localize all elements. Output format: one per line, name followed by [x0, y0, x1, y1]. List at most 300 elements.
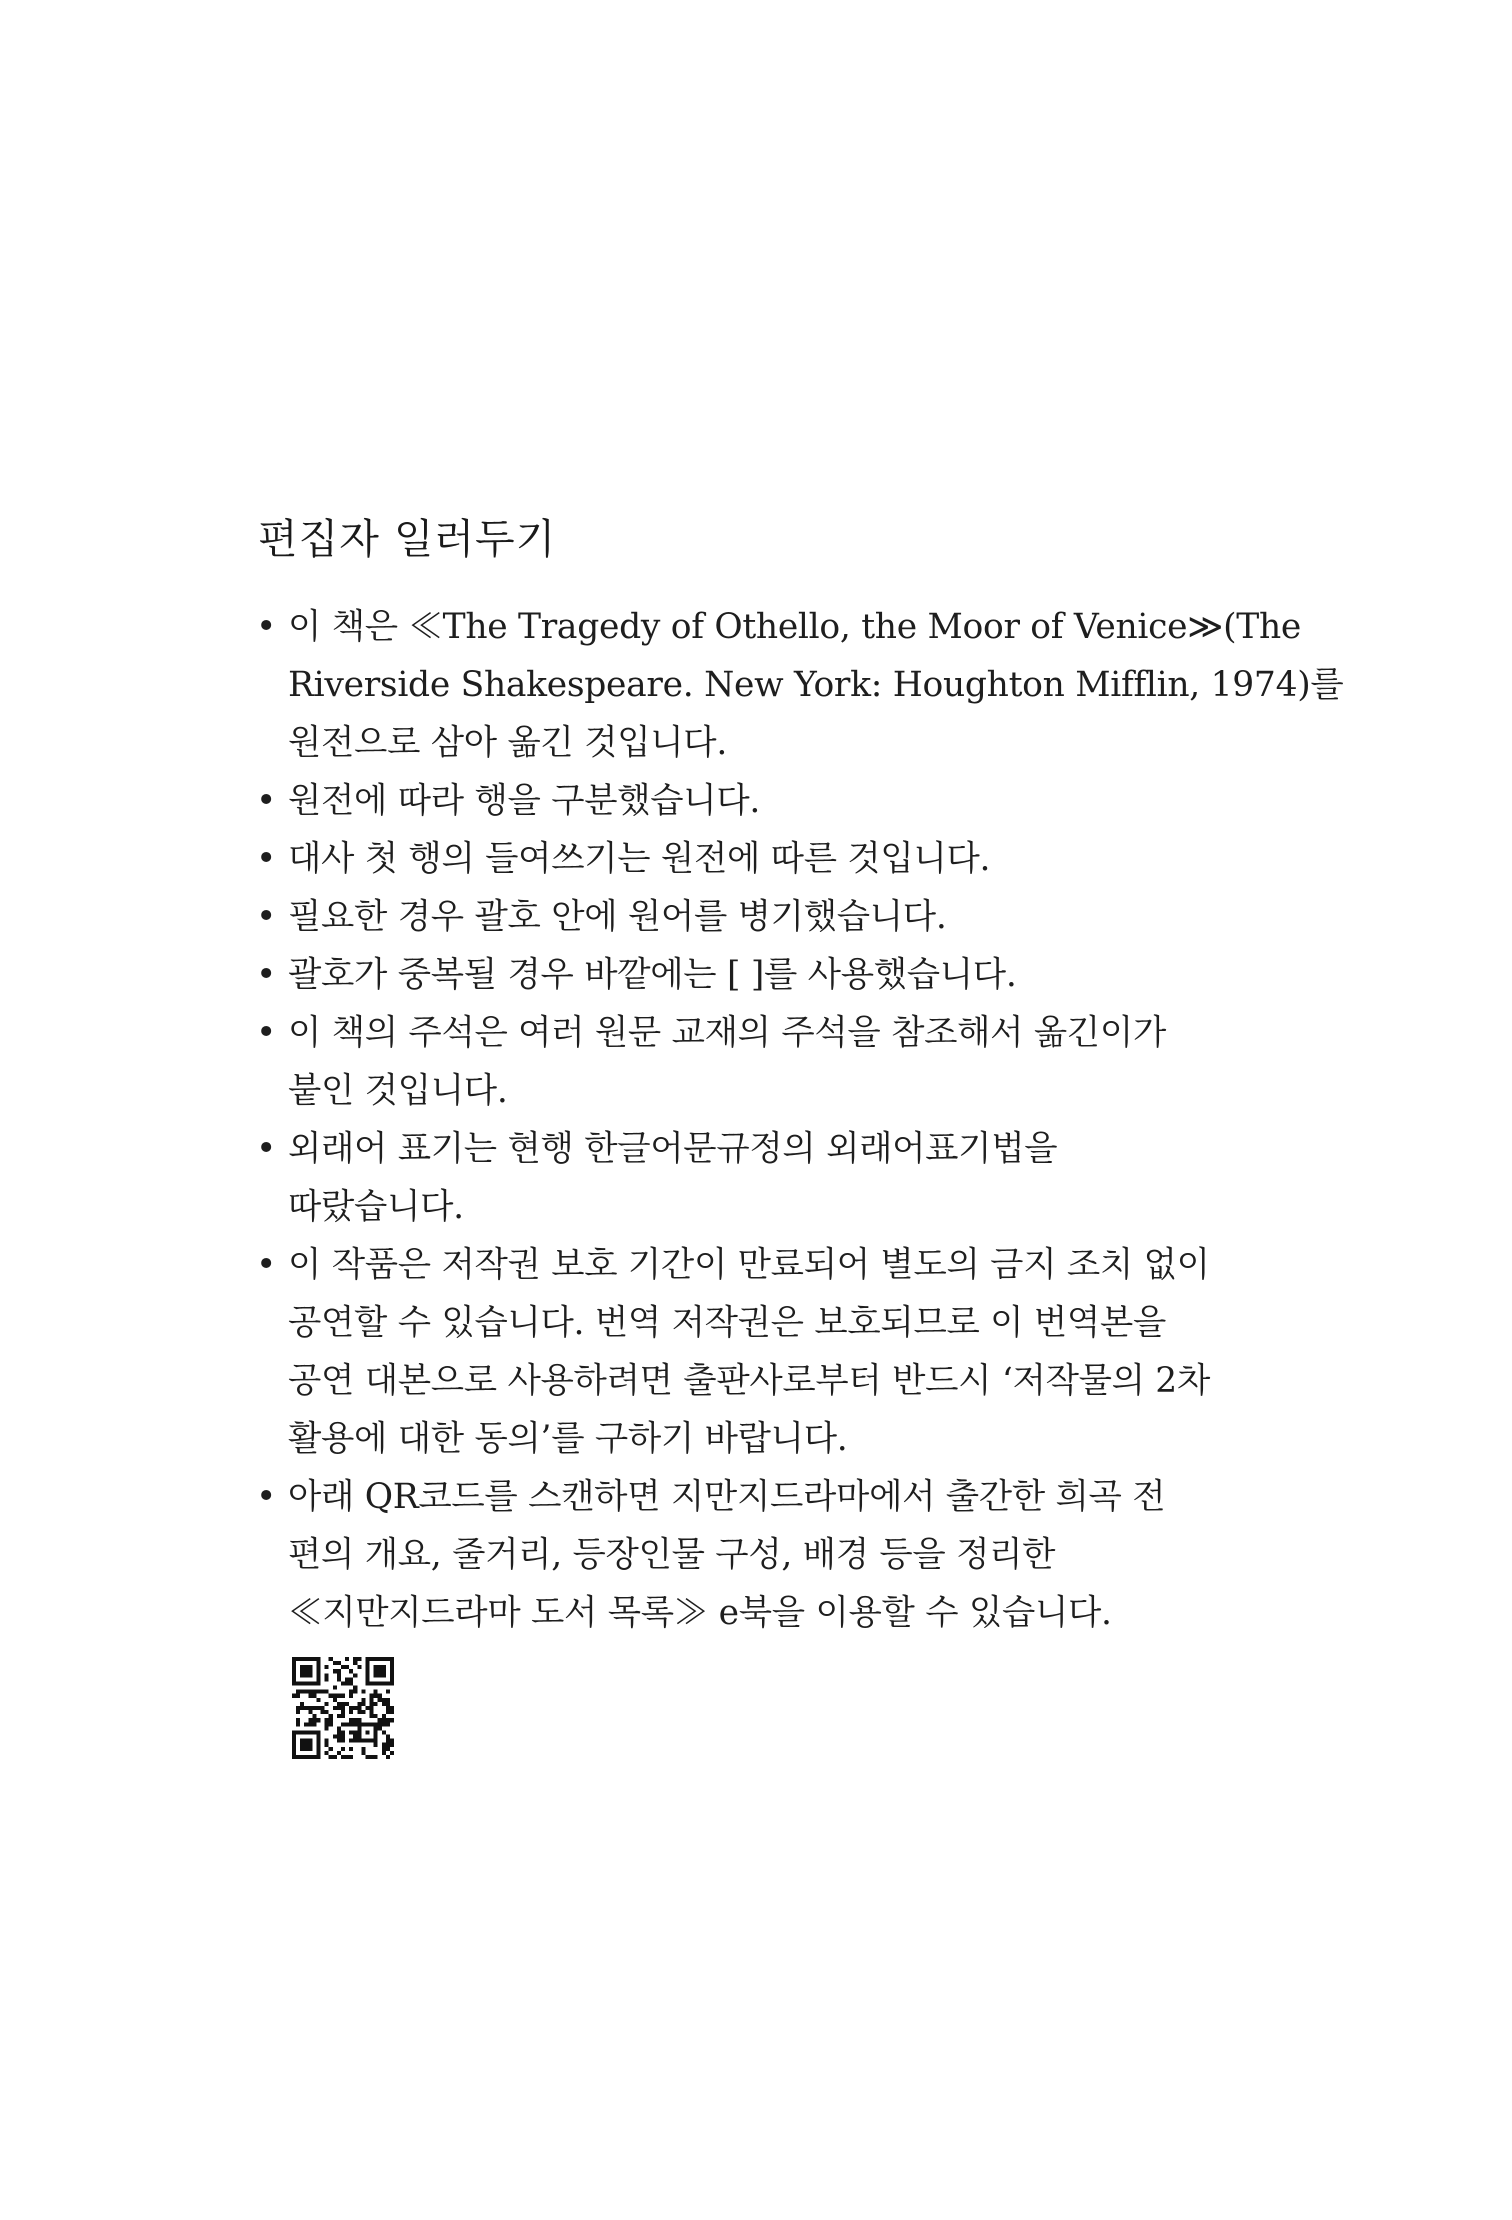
qr-module — [304, 1690, 308, 1694]
qr-module — [349, 1669, 353, 1673]
qr-module — [296, 1718, 300, 1722]
qr-module — [370, 1702, 374, 1706]
qr-module — [386, 1735, 390, 1739]
qr-module — [341, 1710, 345, 1714]
qr-module — [378, 1718, 382, 1722]
qr-module — [337, 1702, 341, 1706]
qr-module — [353, 1657, 357, 1661]
qr-module — [357, 1706, 361, 1710]
qr-module — [304, 1665, 308, 1669]
qr-module — [370, 1706, 374, 1710]
qr-module — [382, 1751, 386, 1755]
qr-code-icon[interactable] — [292, 1657, 394, 1759]
qr-module — [304, 1657, 308, 1661]
note-item — [256, 830, 1216, 888]
qr-module — [365, 1665, 369, 1669]
qr-module — [292, 1665, 296, 1669]
note-item — [256, 1468, 1216, 1642]
qr-module — [300, 1706, 304, 1710]
qr-module — [300, 1673, 304, 1677]
qr-module — [292, 1747, 296, 1751]
qr-module — [345, 1722, 349, 1726]
qr-module — [292, 1681, 296, 1685]
qr-module — [390, 1681, 394, 1685]
qr-module — [300, 1747, 304, 1751]
qr-module — [370, 1739, 374, 1743]
qr-module — [353, 1673, 357, 1677]
qr-module — [316, 1730, 320, 1734]
note-item — [256, 1004, 1216, 1120]
qr-module — [304, 1755, 308, 1759]
qr-module — [308, 1755, 312, 1759]
qr-module — [353, 1730, 357, 1734]
qr-module — [386, 1755, 390, 1759]
qr-module — [378, 1681, 382, 1685]
qr-module — [337, 1739, 341, 1743]
qr-module — [357, 1735, 361, 1739]
note-line: 대사 첫 행의 들여쓰기는 원전에 따른 것입니다. — [288, 839, 991, 879]
qr-module — [390, 1739, 394, 1743]
qr-module — [382, 1743, 386, 1747]
qr-module — [382, 1718, 386, 1722]
qr-module — [378, 1669, 382, 1673]
qr-module — [321, 1706, 325, 1710]
qr-module — [390, 1669, 394, 1673]
qr-module — [300, 1669, 304, 1673]
qr-module — [378, 1698, 382, 1702]
qr-module — [312, 1657, 316, 1661]
qr-module — [382, 1657, 386, 1661]
qr-module — [386, 1743, 390, 1747]
qr-module — [390, 1673, 394, 1677]
qr-module — [337, 1694, 341, 1698]
bullet-icon: • — [256, 1477, 277, 1517]
qr-module — [357, 1739, 361, 1743]
qr-module — [333, 1686, 337, 1690]
qr-module — [390, 1665, 394, 1669]
qr-module — [308, 1730, 312, 1734]
qr-module — [374, 1735, 378, 1739]
qr-module — [329, 1694, 333, 1698]
qr-module — [390, 1718, 394, 1722]
qr-module — [304, 1673, 308, 1677]
qr-module — [296, 1755, 300, 1759]
bullet-icon: • — [256, 955, 277, 995]
qr-module — [390, 1706, 394, 1710]
qr-module — [386, 1681, 390, 1685]
qr-module — [329, 1722, 333, 1726]
qr-module — [378, 1722, 382, 1726]
qr-module — [292, 1755, 296, 1759]
qr-module — [374, 1702, 378, 1706]
qr-module — [361, 1698, 365, 1702]
qr-module — [357, 1665, 361, 1669]
qr-module — [333, 1669, 337, 1673]
qr-module — [337, 1751, 341, 1755]
qr-module — [312, 1694, 316, 1698]
note-line: 활용에 대한 동의’를 구하기 바랍니다. — [288, 1419, 848, 1459]
qr-module — [325, 1739, 329, 1743]
qr-module — [312, 1681, 316, 1685]
qr-module — [357, 1730, 361, 1734]
qr-module — [353, 1739, 357, 1743]
qr-module — [308, 1657, 312, 1661]
qr-module — [325, 1702, 329, 1706]
qr-module — [325, 1722, 329, 1726]
qr-module — [316, 1665, 320, 1669]
qr-module — [308, 1673, 312, 1677]
qr-module — [341, 1755, 345, 1759]
qr-module — [341, 1681, 345, 1685]
note-line: Riverside Shakespeare. New York: Houghton Mifflin, 1974)를 — [288, 665, 1344, 705]
qr-module — [316, 1673, 320, 1677]
qr-module — [316, 1661, 320, 1665]
qr-module — [361, 1710, 365, 1714]
qr-module — [382, 1702, 386, 1706]
qr-module — [312, 1722, 316, 1726]
qr-module — [292, 1669, 296, 1673]
qr-module — [292, 1694, 296, 1698]
qr-module — [316, 1735, 320, 1739]
qr-module — [292, 1657, 296, 1661]
qr-module — [304, 1730, 308, 1734]
note-line: 이 책의 주석은 여러 원문 교재의 주석을 참조해서 옮긴이가 — [288, 1013, 1166, 1053]
qr-module — [308, 1722, 312, 1726]
note-item — [256, 1236, 1216, 1468]
qr-module — [374, 1726, 378, 1730]
qr-module — [329, 1714, 333, 1718]
qr-module — [308, 1690, 312, 1694]
qr-module — [370, 1714, 374, 1718]
qr-module — [325, 1673, 329, 1677]
qr-module — [374, 1669, 378, 1673]
qr-module — [296, 1706, 300, 1710]
qr-module — [333, 1735, 337, 1739]
qr-module — [292, 1677, 296, 1681]
qr-module — [365, 1722, 369, 1726]
qr-module — [386, 1657, 390, 1661]
qr-module — [316, 1657, 320, 1661]
qr-module — [349, 1694, 353, 1698]
qr-module — [308, 1694, 312, 1698]
qr-module — [345, 1702, 349, 1706]
qr-module — [386, 1739, 390, 1743]
qr-module — [329, 1718, 333, 1722]
qr-module — [382, 1665, 386, 1669]
qr-module — [325, 1710, 329, 1714]
qr-module — [382, 1747, 386, 1751]
qr-module — [316, 1690, 320, 1694]
qr-module — [321, 1690, 325, 1694]
qr-module — [390, 1743, 394, 1747]
qr-module — [353, 1735, 357, 1739]
qr-module — [333, 1694, 337, 1698]
bullet-icon: • — [256, 1129, 277, 1169]
qr-module — [349, 1690, 353, 1694]
qr-module — [353, 1686, 357, 1690]
bullet-icon: • — [256, 839, 277, 879]
qr-module — [300, 1690, 304, 1694]
qr-module — [370, 1722, 374, 1726]
qr-code-graphic — [292, 1657, 394, 1759]
qr-module — [353, 1722, 357, 1726]
page-title: 편집자 일러두기 — [258, 515, 557, 563]
qr-module — [349, 1706, 353, 1710]
qr-module — [361, 1722, 365, 1726]
qr-module — [337, 1669, 341, 1673]
qr-module — [325, 1751, 329, 1755]
note-line: 외래어 표기는 현행 한글어문규정의 외래어표기법을 — [288, 1129, 1058, 1169]
qr-module — [365, 1673, 369, 1677]
qr-module — [374, 1739, 378, 1743]
note-line: 필요한 경우 괄호 안에 원어를 병기했습니다. — [288, 897, 947, 937]
qr-module — [349, 1718, 353, 1722]
qr-module — [304, 1747, 308, 1751]
qr-module — [292, 1739, 296, 1743]
qr-module — [304, 1706, 308, 1710]
qr-module — [337, 1706, 341, 1710]
qr-module — [337, 1673, 341, 1677]
qr-module — [341, 1735, 345, 1739]
qr-module — [357, 1726, 361, 1730]
bullet-icon: • — [256, 897, 277, 937]
qr-module — [341, 1706, 345, 1710]
qr-module — [316, 1706, 320, 1710]
qr-module — [374, 1690, 378, 1694]
qr-module — [316, 1743, 320, 1747]
qr-module — [300, 1665, 304, 1669]
qr-module — [341, 1747, 345, 1751]
qr-module — [349, 1722, 353, 1726]
qr-module — [370, 1681, 374, 1685]
qr-module — [300, 1739, 304, 1743]
qr-module — [312, 1755, 316, 1759]
qr-module — [345, 1755, 349, 1759]
qr-module — [341, 1694, 345, 1698]
qr-module — [308, 1706, 312, 1710]
qr-module — [312, 1718, 316, 1722]
qr-module — [308, 1743, 312, 1747]
qr-module — [361, 1690, 365, 1694]
qr-module — [349, 1739, 353, 1743]
qr-module — [292, 1751, 296, 1755]
qr-module — [296, 1710, 300, 1714]
qr-module — [341, 1665, 345, 1669]
qr-module — [390, 1661, 394, 1665]
qr-module — [316, 1681, 320, 1685]
qr-module — [325, 1718, 329, 1722]
qr-module — [304, 1739, 308, 1743]
qr-module — [337, 1714, 341, 1718]
qr-module — [353, 1706, 357, 1710]
qr-module — [296, 1730, 300, 1734]
qr-module — [300, 1743, 304, 1747]
qr-module — [386, 1722, 390, 1726]
note-line: 이 책은 ≪The Tragedy of Othello, the Moor of Venice≫(The — [288, 607, 1301, 647]
qr-module — [386, 1747, 390, 1751]
qr-module — [308, 1718, 312, 1722]
qr-module — [382, 1673, 386, 1677]
note-line: 아래 QR코드를 스캔하면 지만지드라마에서 출간한 희곡 전 — [288, 1477, 1166, 1517]
qr-module — [292, 1743, 296, 1747]
note-line: 붙인 것입니다. — [288, 1071, 508, 1111]
qr-module — [370, 1698, 374, 1702]
note-item — [256, 598, 1344, 772]
qr-module — [370, 1710, 374, 1714]
qr-module — [292, 1673, 296, 1677]
qr-module — [357, 1722, 361, 1726]
qr-module — [341, 1739, 345, 1743]
qr-module — [329, 1755, 333, 1759]
qr-module — [304, 1681, 308, 1685]
qr-module — [300, 1755, 304, 1759]
note-line: 공연할 수 있습니다. 번역 저작권은 보호되므로 이 번역본을 — [288, 1303, 1166, 1343]
qr-module — [329, 1657, 333, 1661]
qr-module — [349, 1677, 353, 1681]
qr-module — [308, 1747, 312, 1751]
qr-module — [312, 1714, 316, 1718]
qr-module — [337, 1726, 341, 1730]
qr-module — [321, 1710, 325, 1714]
qr-module — [308, 1681, 312, 1685]
qr-module — [357, 1657, 361, 1661]
qr-module — [378, 1673, 382, 1677]
qr-module — [386, 1718, 390, 1722]
note-line: 따랐습니다. — [288, 1187, 464, 1227]
bullet-icon: • — [256, 781, 277, 821]
qr-module — [353, 1718, 357, 1722]
qr-module — [333, 1661, 337, 1665]
qr-module — [374, 1755, 378, 1759]
qr-module — [341, 1714, 345, 1718]
qr-module — [329, 1747, 333, 1751]
qr-module — [345, 1665, 349, 1669]
qr-module — [382, 1698, 386, 1702]
note-line: 이 작품은 저작권 보호 기간이 만료되어 별도의 금지 조치 없이 — [288, 1245, 1210, 1285]
note-line: 원전으로 삼아 옮긴 것입니다. — [288, 723, 727, 763]
qr-module — [382, 1722, 386, 1726]
qr-module — [365, 1755, 369, 1759]
qr-module — [390, 1710, 394, 1714]
qr-module — [370, 1694, 374, 1698]
qr-module — [382, 1730, 386, 1734]
qr-module — [316, 1698, 320, 1702]
qr-module — [312, 1730, 316, 1734]
qr-module — [325, 1726, 329, 1730]
qr-module — [361, 1702, 365, 1706]
qr-module — [349, 1681, 353, 1685]
qr-module — [345, 1657, 349, 1661]
qr-module — [333, 1755, 337, 1759]
qr-module — [357, 1710, 361, 1714]
qr-module — [361, 1739, 365, 1743]
qr-module — [308, 1665, 312, 1669]
qr-module — [378, 1694, 382, 1698]
qr-module — [292, 1661, 296, 1665]
qr-module — [308, 1739, 312, 1743]
qr-module — [349, 1710, 353, 1714]
qr-module — [292, 1735, 296, 1739]
qr-module — [316, 1677, 320, 1681]
qr-module — [300, 1702, 304, 1706]
qr-module — [337, 1730, 341, 1734]
qr-module — [365, 1739, 369, 1743]
qr-module — [345, 1681, 349, 1685]
qr-module — [386, 1702, 390, 1706]
qr-module — [316, 1751, 320, 1755]
qr-module — [349, 1730, 353, 1734]
qr-module — [370, 1755, 374, 1759]
qr-module — [349, 1747, 353, 1751]
qr-module — [382, 1714, 386, 1718]
qr-module — [341, 1730, 345, 1734]
qr-module — [374, 1722, 378, 1726]
bullet-icon: • — [256, 1013, 277, 1053]
qr-module — [325, 1665, 329, 1669]
qr-module — [386, 1706, 390, 1710]
qr-module — [304, 1669, 308, 1673]
qr-module — [361, 1751, 365, 1755]
bullet-icon: • — [256, 1245, 277, 1285]
qr-module — [349, 1755, 353, 1759]
qr-module — [374, 1665, 378, 1669]
qr-module — [345, 1677, 349, 1681]
qr-module — [374, 1743, 378, 1747]
qr-module — [325, 1677, 329, 1681]
qr-module — [365, 1677, 369, 1681]
qr-module — [316, 1747, 320, 1751]
qr-module — [378, 1657, 382, 1661]
note-item — [256, 888, 1216, 946]
qr-module — [308, 1710, 312, 1714]
qr-module — [386, 1698, 390, 1702]
note-line: 공연 대본으로 사용하려면 출판사로부터 반드시 ‘저작물의 2차 — [288, 1361, 1210, 1401]
qr-module — [296, 1694, 300, 1698]
qr-module — [296, 1657, 300, 1661]
qr-module — [374, 1657, 378, 1661]
qr-module — [353, 1690, 357, 1694]
qr-module — [296, 1681, 300, 1685]
qr-module — [341, 1702, 345, 1706]
notes-list — [256, 598, 1344, 1642]
note-line: ≪지만지드라마 도서 목록≫ e북을 이용할 수 있습니다. — [288, 1593, 1112, 1633]
qr-module — [292, 1730, 296, 1734]
qr-module — [316, 1755, 320, 1759]
qr-module — [337, 1677, 341, 1681]
qr-module — [390, 1751, 394, 1755]
qr-module — [365, 1706, 369, 1710]
qr-module — [365, 1681, 369, 1685]
qr-module — [316, 1718, 320, 1722]
qr-module — [365, 1730, 369, 1734]
qr-module — [316, 1739, 320, 1743]
qr-module — [325, 1690, 329, 1694]
qr-module — [304, 1743, 308, 1747]
qr-module — [341, 1722, 345, 1726]
qr-module — [378, 1665, 382, 1669]
note-line: 편의 개요, 줄거리, 등장인물 구성, 배경 등을 정리한 — [288, 1535, 1056, 1575]
qr-module — [333, 1706, 337, 1710]
qr-module — [300, 1681, 304, 1685]
qr-module — [300, 1657, 304, 1661]
qr-module — [386, 1710, 390, 1714]
note-item — [256, 772, 1216, 830]
bullet-icon: • — [256, 607, 277, 647]
qr-module — [378, 1726, 382, 1730]
qr-module — [365, 1657, 369, 1661]
qr-module — [382, 1681, 386, 1685]
qr-module — [361, 1747, 365, 1751]
